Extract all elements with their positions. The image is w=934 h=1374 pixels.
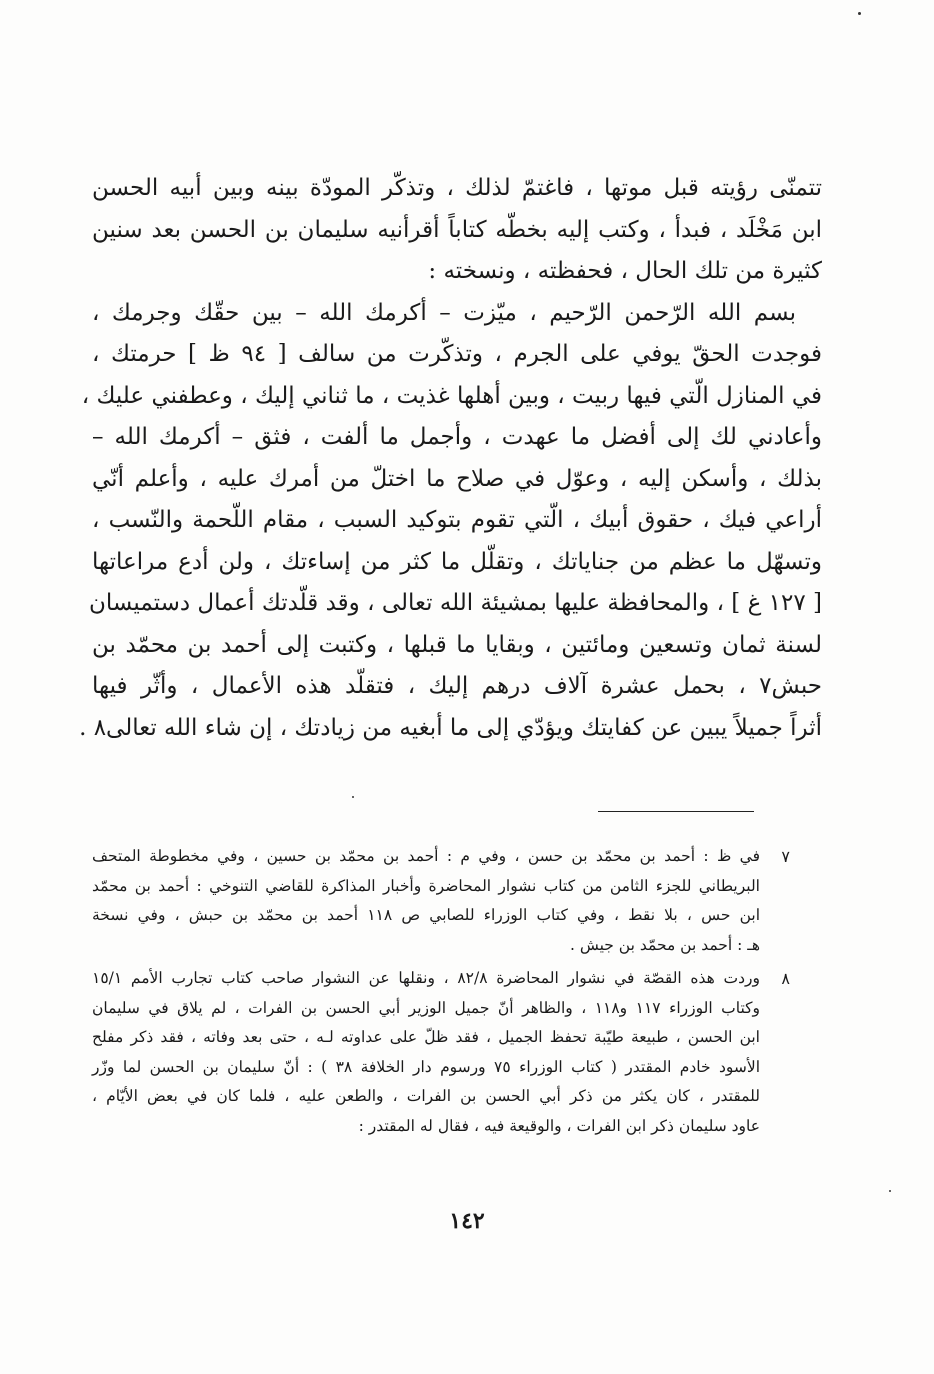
footnote xyxy=(92,842,790,960)
text-line: حبش٧ ، بحمل عشرة آلاف درهم إليك ، فتقلّد هذه الأعمال ، وأثّر فيها xyxy=(92,673,822,699)
text-line: في المنازل الّتي فيها ربيت ، وبين أهلها غذيت ، ما ثناني إليك ، وعطفني عليك ، xyxy=(81,382,822,409)
footnote-number: ٧ xyxy=(781,847,790,866)
text-line: تتمنّى رؤيته قبل موتها ، فاغتمّ لذلك ، وتذكّر المودّة بينه وبين أبيه الحسن xyxy=(92,175,822,201)
scan-speck xyxy=(889,1190,891,1192)
text-line: بسم الله الرّحمن الرّحيم ، ميّزت – أكرمك الله – بين حقّك وجرمك ، xyxy=(92,299,796,326)
footnote-line: هـ : أحمد بن محمّد بن جيش . xyxy=(570,935,760,954)
footnote-line: عاود سليمان ذكر ابن الفرات ، والوقيعة فيه ، فقال له المقتدر : xyxy=(358,1116,760,1135)
footnote-line: الأسود خادم المقتدر ( كتاب الوزراء ٧٥ ورسوم دار الخلافة ٣٨ ) : أنّ سليمان بن الحسن لما وزّر xyxy=(92,1057,761,1076)
scan-speck xyxy=(858,12,861,15)
text-line: بذلك ، وأسكن إليه ، وعوّل في صلاح ما اختلّ من أمرك عليه ، وأعلم أنّي xyxy=(92,465,822,492)
footnote-number: ٨ xyxy=(781,969,790,988)
text-line: لسنة ثمان وتسعين ومائتين ، وبقايا ما قبلها ، وكتبت إلى أحمد بن محمّد بن xyxy=(92,631,822,658)
text-line: كثيرة من تلك الحال ، فحفظته ، ونسخته : xyxy=(428,258,822,284)
footnote-line: ابن الحسن ، طبيعة طيّبة تحفظ الجميل ، فقد ظلّ على عداوته لـه ، حتى بعد وفاته ، فقد ذكر مفلح xyxy=(92,1028,760,1046)
text-line: ابن مَخْلَد ، فبدأ ، وكتب إليه بخطّه كتاباً أقرأنيه سليمان بن الحسن بعد سنين xyxy=(92,216,822,243)
footnote xyxy=(92,964,790,1141)
footnote-separator xyxy=(598,811,754,812)
text-line: فوجدت الحقّ يوفي على الجرم ، وتذكّرت من سالف [ ٩٤ ظ ] حرمتك ، xyxy=(92,341,822,367)
footnote-line: وكتاب الوزراء ١١٧ و١١٨ ، والظاهر أنّ جميل الوزير أبي الحسن بن الفرات ، لم يلاق في سليمان xyxy=(92,998,760,1017)
text-line: أراعي فيك ، حقوق أبيك ، الّتي تقوم بتوكيد السبب ، مقام اللّحمة والنّسب ، xyxy=(92,507,822,533)
text-line: [ ١٢٧ غ ] ، والمحافظة عليها بمشيئة الله تعالى ، وقد قلّدتك أعمال دستميسان xyxy=(88,590,822,616)
scan-speck xyxy=(352,796,354,798)
text-line: أثراً جميلاً يبين عن كفايتك ويؤدّي إلى ما أبغيه من زيادتك ، إن شاء الله تعالى٨ . xyxy=(79,714,822,741)
footnote-line: ابن حس ، بلا نقط ، وفي كتاب الوزراء للصابي ص ١١٨ أحمد بن محمّد بن حبش ، وفي نسخة xyxy=(92,906,761,924)
footnotes xyxy=(92,842,790,1145)
footnote-line: للمقتدر ، كان يكثر من ذكر أبي الحسن بن الفرات ، والطعن عليه ، فلما كان في بعض الأيّام ، xyxy=(92,1087,760,1105)
footnote-line: وردت هذه القصّة في نشوار المحاضرة ٨٢/٨ ، ونقلها عن النشوار صاحب كتاب تجارب الأمم ١٥/١ xyxy=(92,969,760,987)
text-line: وأعادني لك إلى أفضل ما عهدت ، وأجمل ما ألفت ، فثق – أكرمك الله – xyxy=(92,424,822,450)
footnote-line: البريطاني للجزء الثامن من كتاب نشوار المحاضرة وأخبار المذاكرة للقاضي التنوخي : أحمد بن محمّد xyxy=(92,876,760,895)
page-number: ١٤٢ xyxy=(449,1208,485,1234)
footnote-line: في ظ : أحمد بن محمّد بن حسن ، وفي م : أحمد بن محمّد بن حسين ، وفي مخطوطة المتحف xyxy=(92,847,760,865)
text-line: وتسهّل ما عظم من جناياتك ، وتقلّل ما كثر من إساءتك ، ولن أدع مراعاتها xyxy=(92,548,822,575)
main-text xyxy=(79,168,822,749)
